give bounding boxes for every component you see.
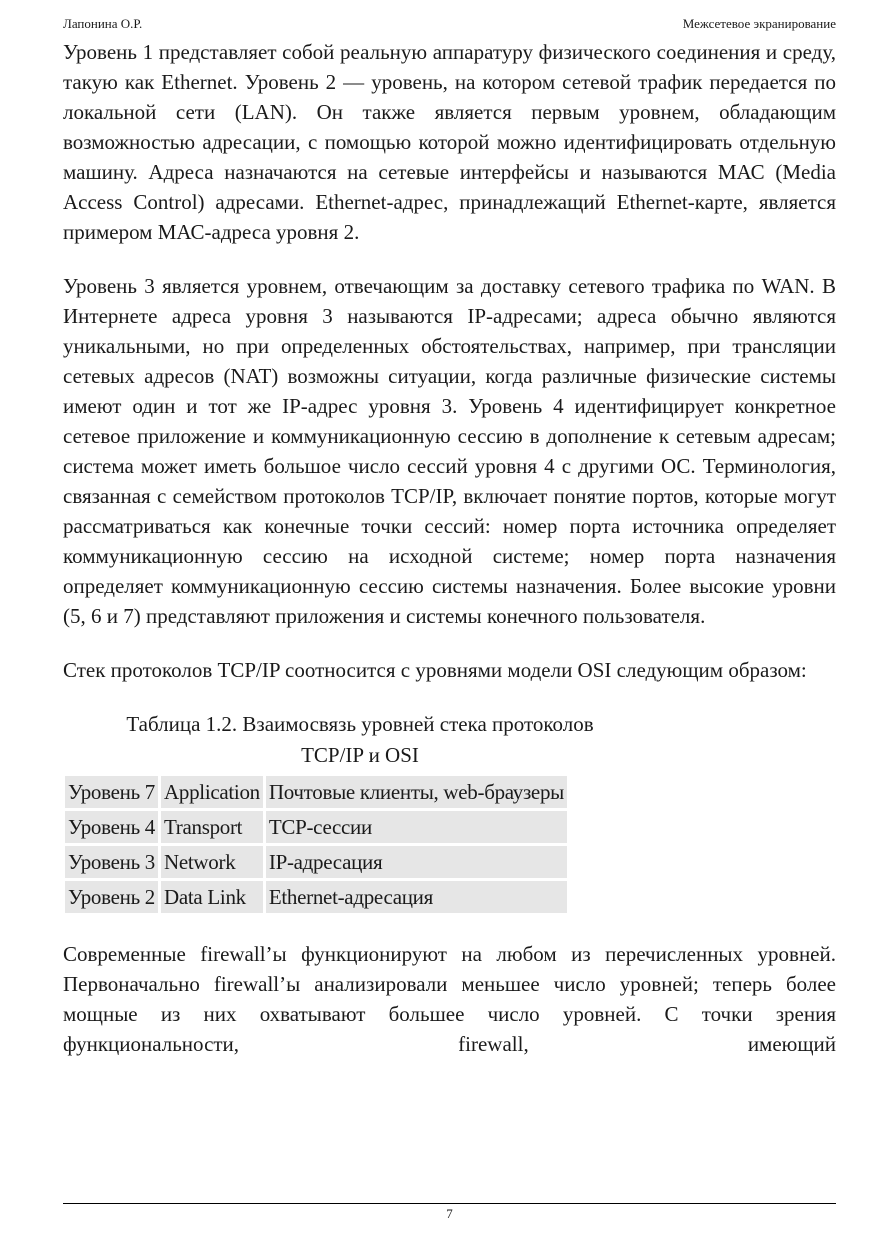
table-row — [65, 881, 567, 913]
table-caption-line-1: Таблица 1.2. Взаимосвязь уровней стека протоколов — [126, 712, 594, 736]
paragraph-layers-3-4: Уровень 3 является уровнем, отвечающим за доставку сетевого трафика по WAN. В Интернете адреса уровня 3 называются IP-адресами; адреса обычно являются уникальными, но при определенных обстоятельствах, например, при трансляции сетевых адресов (NAT) возможны ситуации, когда различные физические системы имеют один и тот же IP-адрес уровня 3. Уровень 4 идентифицирует конкретное сетевое приложение и коммуникационную сессию в дополнение к сетевым адресам; система может иметь большое число сессий уровня 4 с другими ОС. Терминология, связанная с семейством протоколов TCP/IP, включает понятие портов, которые могут рассматриваться как конечные точки сессий: номер порта источника определяет коммуникационную сессию на исходной системе; номер порта назначения определяет коммуникационную сессию системы назначения. Более высокие уровни (5, 6 и 7) представляют приложения и системы конечного пользователя. — [63, 274, 836, 628]
footer-divider — [63, 1203, 836, 1204]
layers-table — [62, 773, 570, 916]
table-caption — [63, 709, 657, 771]
paragraph-layers-1-2: Уровень 1 представляет собой реальную аппаратуру физического соединения и среду, такую как Ethernet. Уровень 2 — уровень, на котором сетевой трафик передается по локальной сети (LAN). Он также является первым уровнем, обладающим возможностью адресации, с помощью которой можно идентифицировать отдельную машину. Адреса назначаются на сетевые интерфейсы и называются МАС (Media Access Control) адресами. Ethernet-адрес, принадлежащий Ethernet-карте, является примером МАС-адреса уровня 2. — [63, 40, 836, 244]
table-cell-example: Ethernet-адресация — [266, 881, 567, 913]
page-body — [63, 37, 836, 1059]
paragraph-firewall-layers: Современные firewall’ы функционируют на любом из перечисленных уровней. Первоначально firewall’ы анализировали меньшее число уровней; теперь более мощные из них охватывают большее число уровней. С точки зрения функциональности, firewall, имеющий — [63, 942, 836, 1056]
table-cell-level: Уровень 7 — [65, 776, 158, 808]
table-row — [65, 811, 567, 843]
paragraph-tcpip-intro: Стек протоколов TCP/IP соотносится с уровнями модели OSI следующим образом: — [63, 658, 807, 682]
table-cell-layer-name: Transport — [161, 811, 263, 843]
table-row — [65, 846, 567, 878]
table-cell-level: Уровень 3 — [65, 846, 158, 878]
table-cell-layer-name: Data Link — [161, 881, 263, 913]
header-course-title: Межсетевое экранирование — [682, 16, 836, 31]
table-caption-line-2: TCP/IP и OSI — [301, 743, 419, 767]
table-cell-level: Уровень 2 — [65, 881, 158, 913]
page-number: 7 — [446, 1206, 453, 1221]
table-cell-level: Уровень 4 — [65, 811, 158, 843]
table-cell-example: IP-адресация — [266, 846, 567, 878]
header-author: Лапонина О.Р. — [63, 16, 143, 31]
table-cell-layer-name: Network — [161, 846, 263, 878]
table-cell-example: Почтовые клиенты, web-браузеры — [266, 776, 567, 808]
table-cell-layer-name: Application — [161, 776, 263, 808]
table-row — [65, 776, 567, 808]
table-cell-example: TCP-сессии — [266, 811, 567, 843]
page-header — [63, 16, 836, 32]
